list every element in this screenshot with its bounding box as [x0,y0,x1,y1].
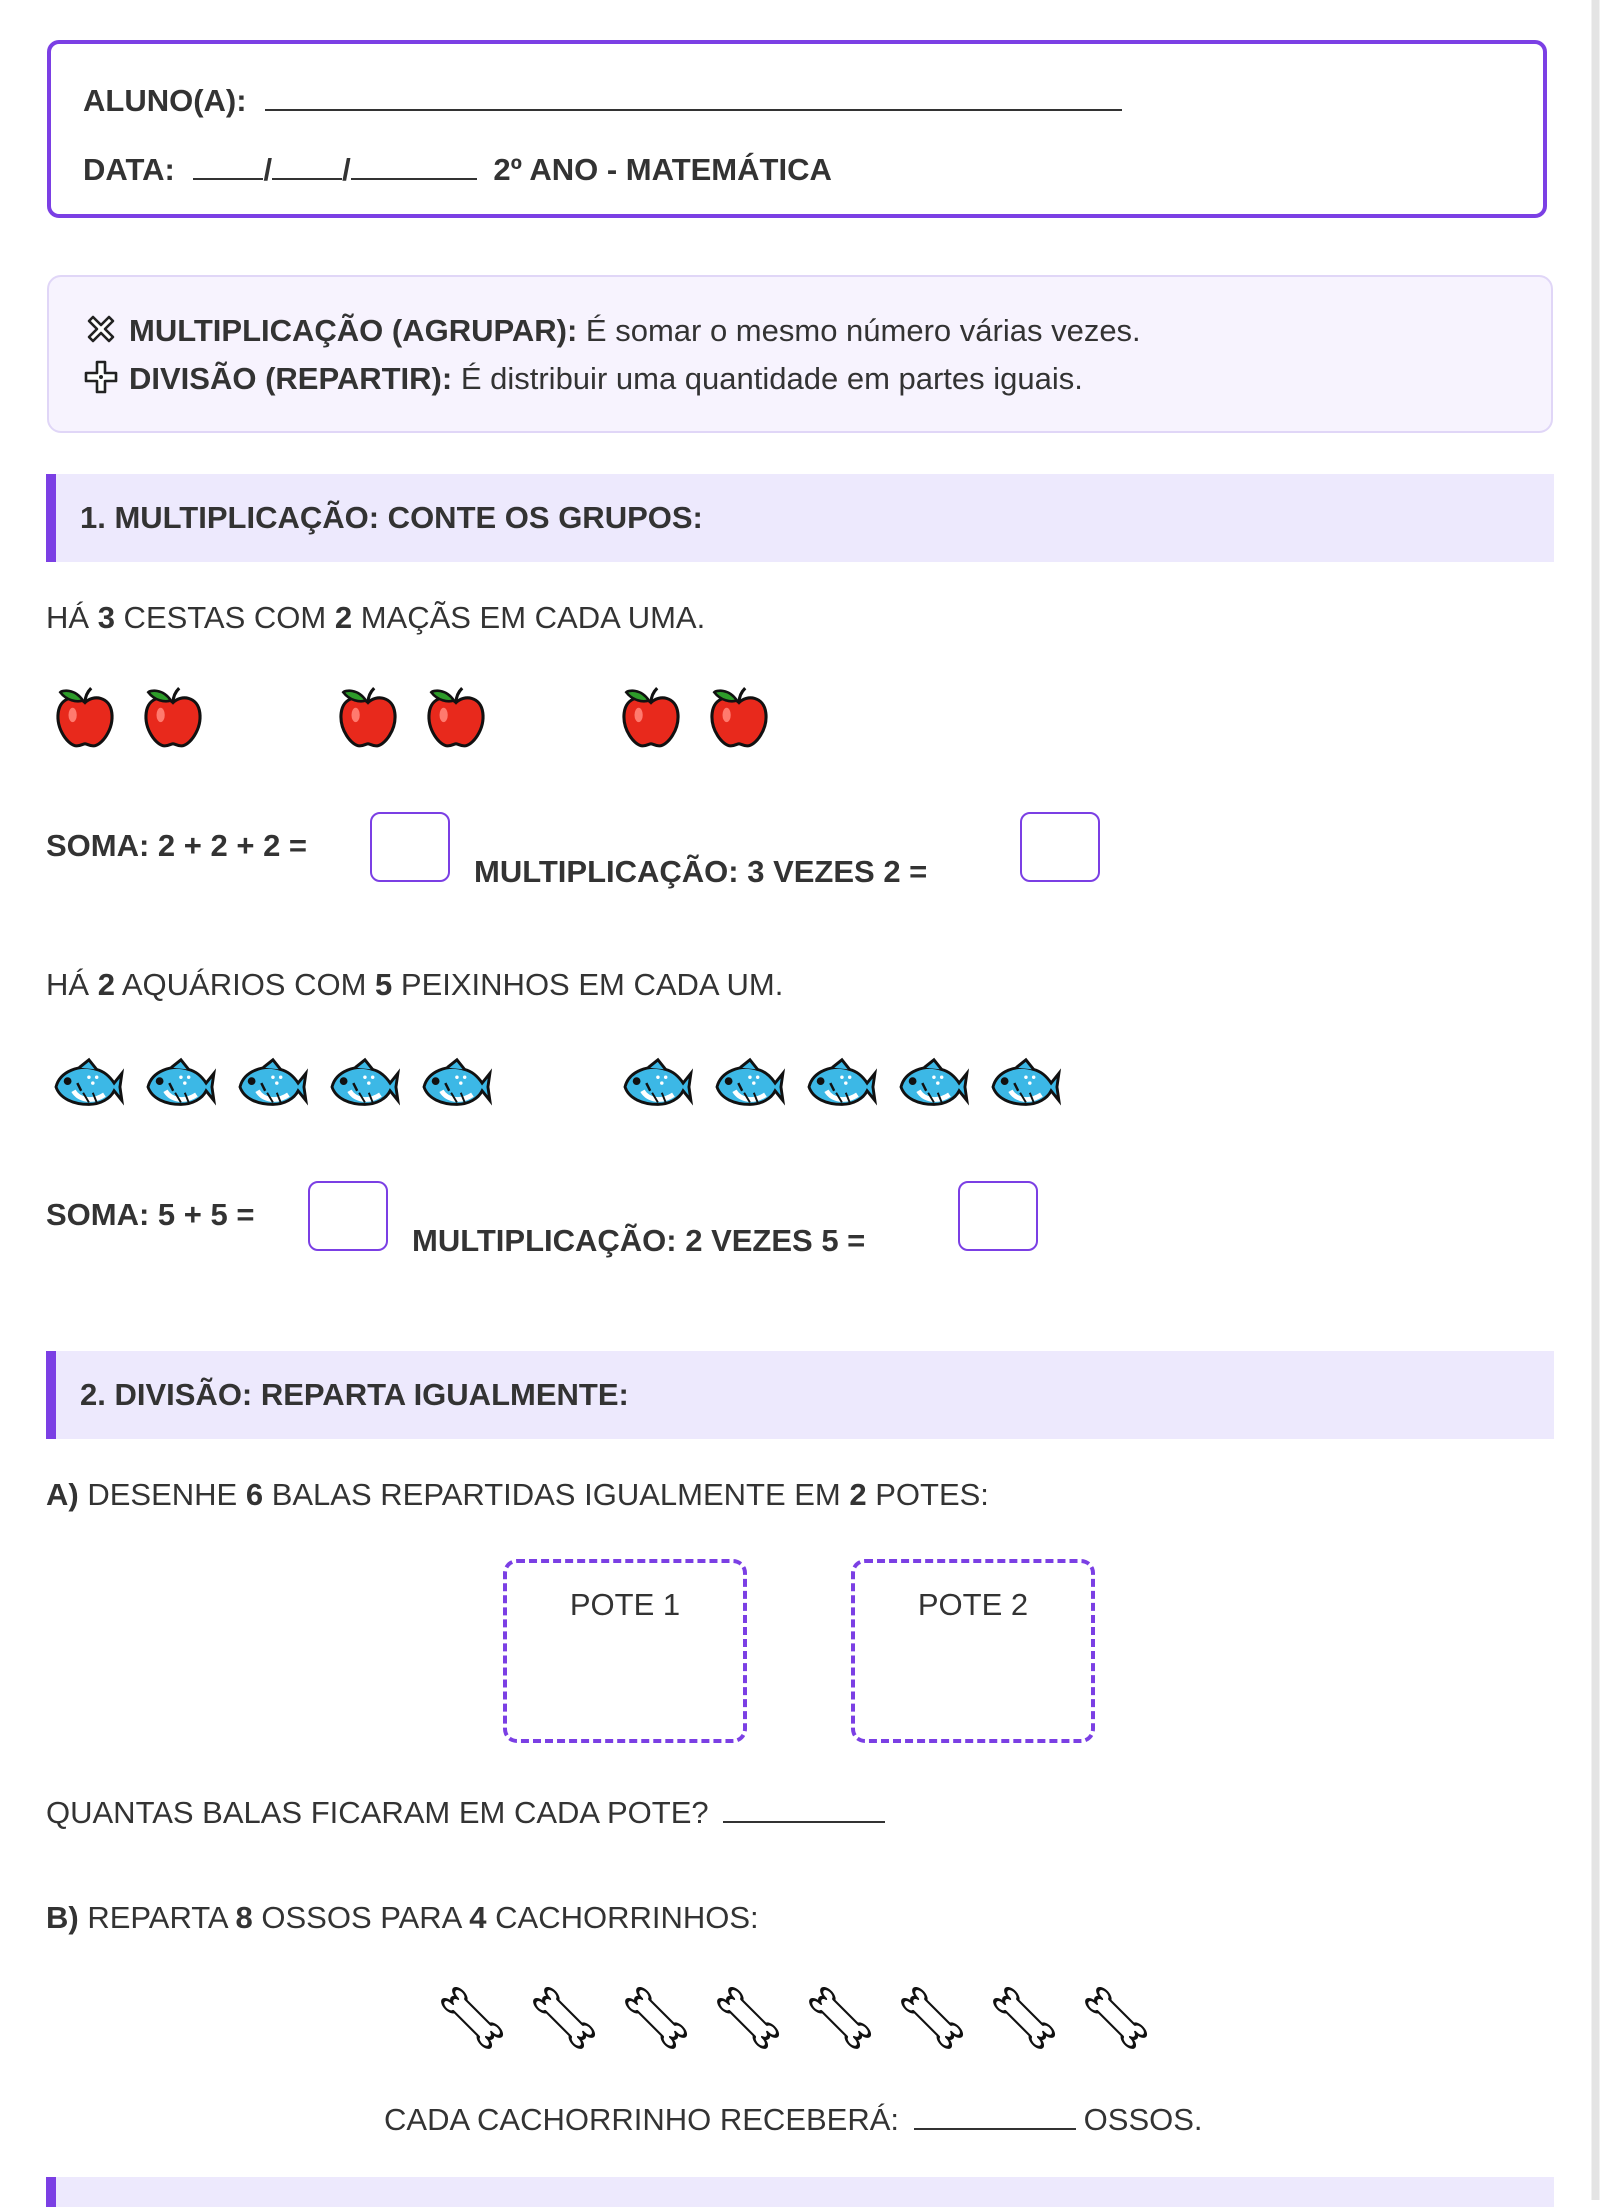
multiplication-description: É somar o mesmo número várias vezes. [585,313,1141,348]
bone-icon [989,1983,1059,2053]
apple-icon [335,684,401,750]
fish-icon [418,1054,492,1116]
q2-number: 5 [375,967,393,1002]
qa-number: 6 [245,1477,264,1512]
fish-icon [895,1054,969,1116]
q2-text: HÁ [46,967,98,1002]
section-1-header [46,474,1554,562]
bone-icon [529,1983,599,2053]
qb-number: 4 [469,1900,487,1935]
q1-multiplication-label: MULTIPLICAÇÃO: 3 VEZES 2 = [474,854,928,889]
q1-text: CESTAS COM [114,600,335,635]
q1-text: HÁ [46,600,98,635]
qa-answer-blank[interactable] [723,1793,885,1823]
student-header-box [47,40,1547,218]
q2-text: PEIXINHOS EM CADA UM. [392,967,784,1002]
fish-icon [803,1054,877,1116]
q2-text: AQUÁRIOS COM [114,967,376,1002]
date-separator: / [342,152,351,187]
pot-2-drawing-area[interactable] [851,1559,1095,1743]
division-title: DIVISÃO (REPARTIR): [129,361,453,396]
apple-icon [140,684,206,750]
fish-icon [50,1054,124,1116]
qb-answer-prefix: CADA CACHORRINHO RECEBERÁ: [384,2102,900,2137]
fish-icon [234,1054,308,1116]
q1-multiplication-answer-box[interactable] [1020,812,1100,882]
division-description: É distribuir uma quantidade em partes iguais. [460,361,1083,396]
student-name-line [83,81,1122,119]
fish-icon [142,1054,216,1116]
question-b-bones [46,1900,759,1936]
grade-subject: 2º ANO - MATEMÁTICA [493,152,832,187]
qb-answer-suffix: OSSOS. [1083,2102,1203,2137]
concepts-info-box [47,275,1553,433]
apple-icon [618,684,684,750]
divide-icon [83,359,119,395]
section-2-header [46,1351,1554,1439]
apple-icon [52,684,118,750]
q2-multiplication-answer-box[interactable] [958,1181,1038,1251]
date-separator: / [263,152,273,187]
qa-letter: A) [46,1477,79,1512]
qb-number: 8 [235,1900,253,1935]
division-definition [83,359,1083,397]
qb-letter: B) [46,1900,79,1935]
bone-icon [713,1983,783,2053]
date-label: DATA: [83,152,175,187]
bone-icon [897,1983,967,2053]
student-name-blank[interactable] [265,81,1122,111]
date-day-blank[interactable] [193,150,263,180]
multiplication-definition [83,311,1141,349]
q1-sum-label: SOMA: 2 + 2 + 2 = [46,828,308,863]
pot-2-label: POTE 2 [917,1587,1029,1622]
qb-text: CACHORRINHOS: [486,1900,759,1935]
bone-icon [805,1983,875,2053]
question-1-apples [46,600,705,636]
question-a-candies [46,1477,989,1513]
q2-sum-label: SOMA: 5 + 5 = [46,1197,255,1232]
qa-text: BALAS REPARTIDAS IGUALMENTE EM [263,1477,850,1512]
q1-number: 2 [334,600,353,635]
section-1-title: 1. MULTIPLICAÇÃO: CONTE OS GRUPOS: [80,500,703,535]
q2-number: 2 [97,967,115,1002]
q1-sum-answer-box[interactable] [370,812,450,882]
bone-icon [1081,1983,1151,2053]
qb-text: REPARTA [78,1900,236,1935]
date-month-blank[interactable] [272,150,342,180]
qa-text: POTES: [866,1477,989,1512]
bone-icon [621,1983,691,2053]
bone-icon [437,1983,507,2053]
qa-text: DESENHE [78,1477,246,1512]
multiply-icon [83,311,119,347]
q2-multiplication-label: MULTIPLICAÇÃO: 2 VEZES 5 = [412,1223,866,1258]
question-a-followup [46,1793,885,1831]
q1-number: 3 [97,600,115,635]
multiplication-title: MULTIPLICAÇÃO (AGRUPAR): [129,313,578,348]
qb-answer-blank[interactable] [914,2100,1076,2130]
date-line [83,150,832,188]
apple-icon [423,684,489,750]
section-3-header-partial [46,2177,1554,2207]
vertical-scrollbar[interactable] [1591,0,1600,2200]
qa-question-text: QUANTAS BALAS FICARAM EM CADA POTE? [46,1795,709,1830]
fish-icon [987,1054,1061,1116]
fish-icon [619,1054,693,1116]
q2-sum-answer-box[interactable] [308,1181,388,1251]
fish-icon [711,1054,785,1116]
q1-text: MAÇÃS EM CADA UMA. [352,600,706,635]
apple-icon [706,684,772,750]
fish-icon [326,1054,400,1116]
scrollbar-thumb[interactable] [1592,0,1599,2200]
qa-number: 2 [849,1477,867,1512]
section-2-title: 2. DIVISÃO: REPARTA IGUALMENTE: [80,1377,629,1412]
question-2-fish [46,967,783,1003]
pot-1-label: POTE 1 [569,1587,681,1622]
student-name-label: ALUNO(A): [83,83,247,118]
qb-text: OSSOS PARA [252,1900,470,1935]
question-b-answer-line [384,2100,1203,2138]
date-year-blank[interactable] [351,150,477,180]
pot-1-drawing-area[interactable] [503,1559,747,1743]
